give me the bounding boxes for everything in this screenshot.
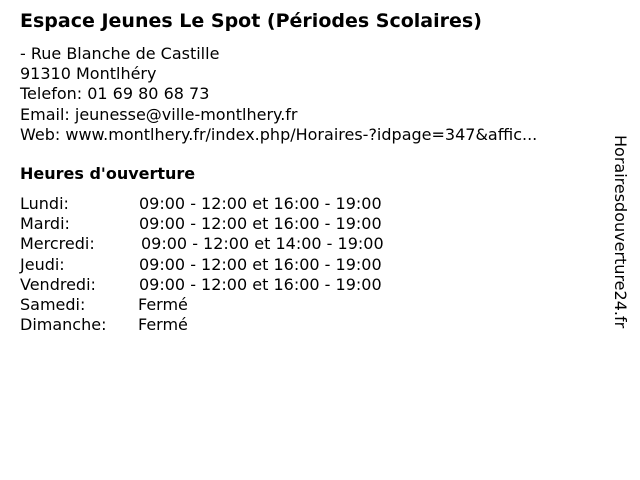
day-label: Vendredi: (20, 274, 96, 294)
phone: Telefon: 01 69 80 68 73 (20, 84, 210, 104)
day-label: Mardi: (20, 214, 70, 234)
day-label: Lundi: (20, 194, 69, 213)
day-hours: 09:00 - 12:00 et 16:00 - 19:00 (139, 214, 382, 234)
page-title: Espace Jeunes Le Spot (Périodes Scolaires) (20, 10, 482, 32)
address-block (20, 44, 537, 145)
street-address: - Rue Blanche de Castille (20, 44, 220, 63)
day-label: Dimanche: (20, 315, 107, 335)
day-label: Jeudi: (20, 254, 65, 274)
day-hours: 09:00 - 12:00 et 16:00 - 19:00 (139, 274, 382, 294)
day-hours: Fermé (138, 315, 188, 335)
day-hours: 09:00 - 12:00 et 16:00 - 19:00 (139, 254, 382, 274)
day-label: Samedi: (20, 294, 86, 314)
day-hours: Fermé (138, 294, 188, 314)
hours-heading: Heures d'ouverture (20, 164, 196, 183)
day-hours: 09:00 - 12:00 et 14:00 - 19:00 (141, 234, 384, 254)
website: Web: www.montlhery.fr/index.php/Horaires-?idpage=347&affic... (20, 124, 538, 144)
city: 91310 Montlhéry (20, 64, 157, 84)
day-hours: 09:00 - 12:00 et 16:00 - 19:00 (139, 194, 382, 213)
site-watermark: Horairesdouverture24.fr (611, 135, 630, 329)
email: Email: jeunesse@ville-montlhery.fr (20, 104, 298, 124)
day-label: Mercredi: (20, 234, 95, 254)
